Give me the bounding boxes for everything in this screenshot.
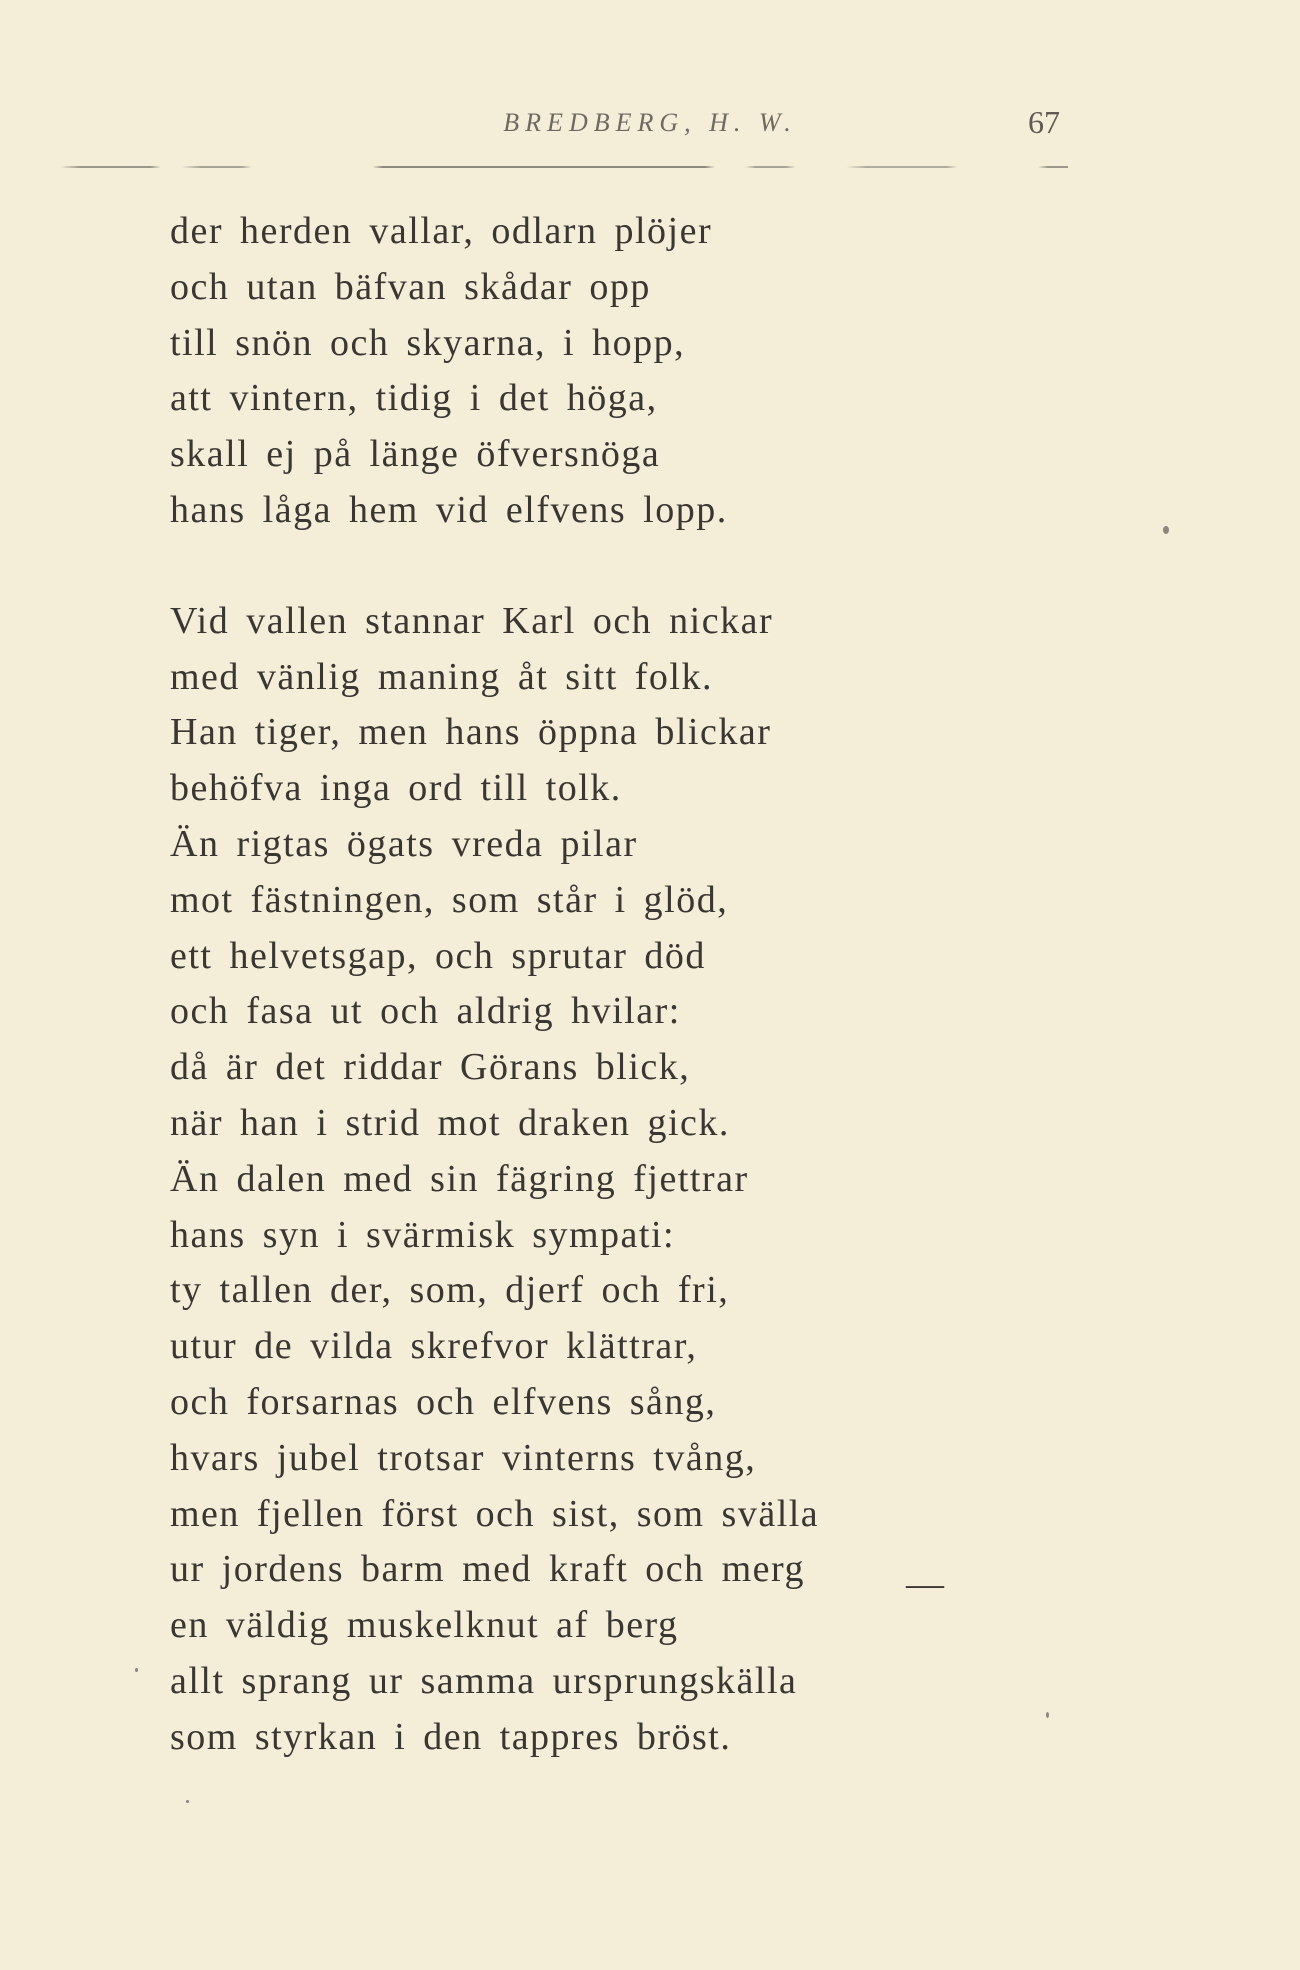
header-rule bbox=[60, 166, 1068, 168]
poem-line: och forsarnas och elfvens sång, bbox=[170, 1380, 717, 1423]
page-header bbox=[0, 104, 1300, 148]
poem-line: som styrkan i den tappres bröst. bbox=[170, 1715, 732, 1758]
poem-line: och utan bäfvan skådar opp bbox=[170, 265, 651, 308]
ink-speck bbox=[1163, 526, 1169, 534]
poem-line: och fasa ut och aldrig hvilar: bbox=[170, 990, 681, 1033]
poem-line: med vänlig maning åt sitt folk. bbox=[170, 655, 713, 698]
poem-line: hans syn i svärmisk sympati: bbox=[170, 1213, 676, 1256]
poem-line: då är det riddar Görans blick, bbox=[170, 1046, 691, 1089]
ink-speck bbox=[186, 1800, 189, 1803]
poem-line: allt sprang ur samma ursprungskälla bbox=[170, 1659, 798, 1702]
poem-line: hvars jubel trotsar vinterns tvång, bbox=[170, 1436, 757, 1479]
margin-dash: — bbox=[906, 1563, 944, 1605]
poem-line: utur de vilda skrefvor klättrar, bbox=[170, 1325, 698, 1368]
poem-line: Vid vallen stannar Karl och nickar bbox=[170, 599, 774, 642]
poem-line: när han i strid mot draken gick. bbox=[170, 1101, 730, 1144]
poem-line: ty tallen der, som, djerf och fri, bbox=[170, 1269, 730, 1312]
running-head: BREDBERG, H. W. bbox=[503, 108, 797, 137]
poem-line: Än dalen med sin fägring fjettrar bbox=[170, 1157, 749, 1200]
poem-line: hans låga hem vid elfvens lopp. bbox=[170, 488, 728, 531]
poem-line: behöfva inga ord till tolk. bbox=[170, 767, 622, 810]
ink-speck bbox=[1046, 1712, 1049, 1718]
poem-line: att vintern, tidig i det höga, bbox=[170, 377, 658, 420]
poem-line: till snön och skyarna, i hopp, bbox=[170, 321, 686, 364]
stanza bbox=[170, 204, 1070, 539]
poem bbox=[170, 204, 1070, 1766]
ink-speck bbox=[135, 1668, 138, 1672]
poem-line: Än rigtas ögats vreda pilar bbox=[170, 822, 638, 865]
poem-line: der herden vallar, odlarn plöjer bbox=[170, 210, 713, 252]
poem-line: en väldig muskelknut af berg bbox=[170, 1604, 679, 1647]
poem-line: ett helvetsgap, och sprutar död bbox=[170, 934, 706, 977]
poem-line: ur jordens barm med kraft och merg bbox=[170, 1548, 806, 1591]
poem-line: mot fästningen, som står i glöd, bbox=[170, 878, 729, 921]
page-number: 67 bbox=[1028, 104, 1060, 140]
poem-line: skall ej på länge öfversnöga bbox=[170, 433, 661, 476]
poem-line: Han tiger, men hans öppna blickar bbox=[170, 711, 772, 754]
poem-line: men fjellen först och sist, som svälla bbox=[170, 1492, 820, 1535]
